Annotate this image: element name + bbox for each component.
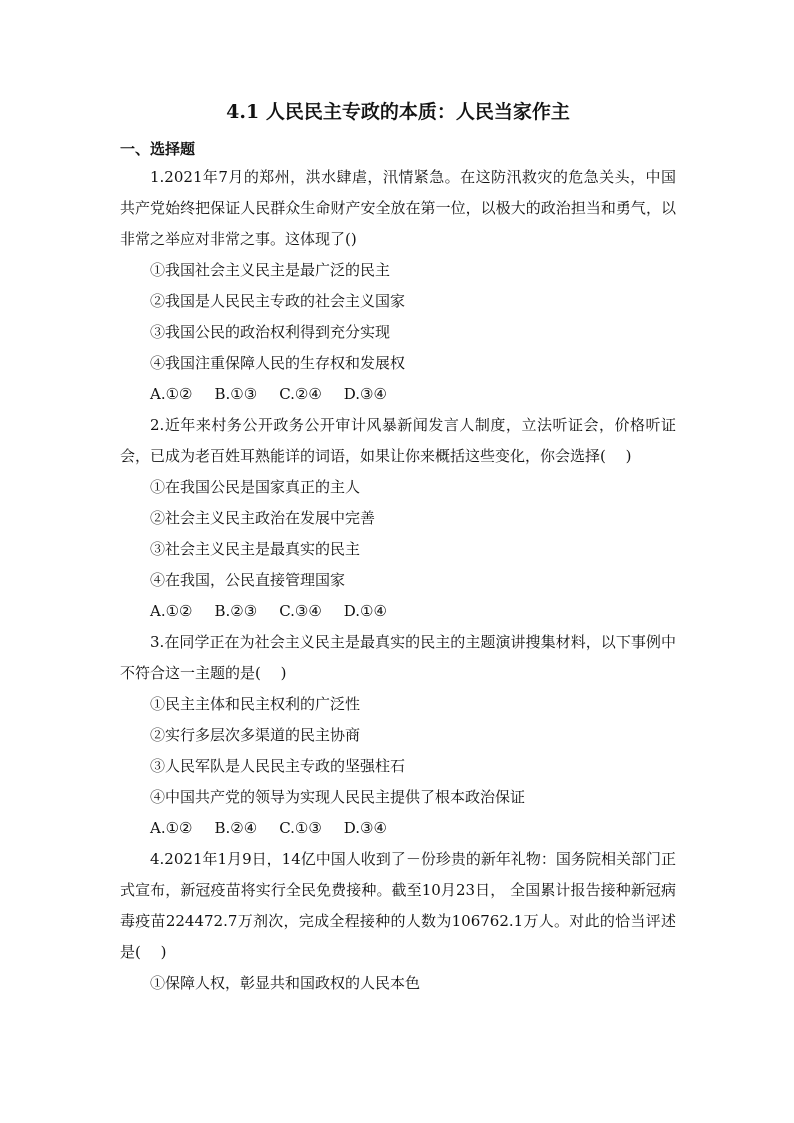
question-4 — [120, 844, 676, 999]
question-option: ③我国公民的政治权利得到充分实现 — [150, 323, 391, 341]
question-option: ③社会主义民主是最真实的民主 — [150, 540, 361, 558]
page-title: 4.1 人民民主专政的本质：人民当家作主 — [226, 101, 570, 123]
answer-choice: A.①② — [150, 819, 193, 837]
answer-choice: A.①② — [150, 602, 193, 620]
answer-choice: B.①③ — [214, 385, 258, 403]
answer-choice: C.②④ — [279, 385, 322, 403]
answer-choices — [120, 813, 676, 844]
question-stem: 2.近年来村务公开政务公开审计风暴新闻发言人制度，立法听证会，价格听证会，已成为老百姓耳熟能详的词语，如果让你来概括这些变化，你会选择( ) — [120, 416, 676, 465]
document-content — [120, 96, 676, 999]
question-option: ②实行多层次多渠道的民主协商 — [150, 726, 361, 744]
question-option: ①民主主体和民主权利的广泛性 — [150, 695, 361, 713]
answer-choice: A.①② — [150, 385, 193, 403]
question-option: ②我国是人民民主专政的社会主义国家 — [150, 292, 406, 310]
answer-choice: B.②④ — [214, 819, 258, 837]
question-1 — [120, 162, 676, 410]
answer-choice: C.①③ — [279, 819, 322, 837]
answer-choice: D.③④ — [343, 819, 387, 837]
question-2 — [120, 410, 676, 627]
question-3 — [120, 627, 676, 844]
answer-choice: D.①④ — [343, 602, 387, 620]
answer-choice: D.③④ — [343, 385, 387, 403]
question-option: ①我国社会主义民主是最广泛的民主 — [150, 261, 391, 279]
question-stem: 3.在同学正在为社会主义民主是最真实的民主的主题演讲搜集材料，以下事例中不符合这一主题的是( ) — [120, 633, 676, 682]
question-option: ③人民军队是人民民主专政的坚强柱石 — [150, 757, 406, 775]
answer-choice: B.②③ — [214, 602, 258, 620]
answer-choices — [120, 596, 676, 627]
answer-choices — [120, 379, 676, 410]
question-option: ②社会主义民主政治在发展中完善 — [150, 509, 376, 527]
section-heading: 一、选择题 — [120, 140, 196, 158]
answer-choice: C.③④ — [279, 602, 322, 620]
question-stem: 4.2021年1月9日，14亿中国人收到了－份珍贵的新年礼物：国务院相关部门正式宣布，新冠疫苗将实行全民免费接种。截至10月23日， 全国累计报告接种新冠病毒疫苗224472.7万剂次，完成全程接种的人数为106762.1万人。对此的恰当评述是( ) — [120, 850, 676, 961]
question-option: ①在我国公民是国家真正的主人 — [150, 478, 361, 496]
question-stem: 1.2021年7月的郑州，洪水肆虐，汛情紧急。在这防汛救灾的危急关头，中国共产党始终把保证人民群众生命财产安全放在第一位，以极大的政治担当和勇气，以非常之举应对非常之事。这体现了() — [120, 168, 676, 248]
question-option: ④在我国，公民直接管理国家 — [150, 571, 346, 589]
question-option: ①保障人权，彰显共和国政权的人民本色 — [150, 974, 421, 992]
question-option: ④我国注重保障人民的生存权和发展权 — [150, 354, 406, 372]
question-option: ④中国共产党的领导为实现人民民主提供了根本政治保证 — [150, 788, 526, 806]
